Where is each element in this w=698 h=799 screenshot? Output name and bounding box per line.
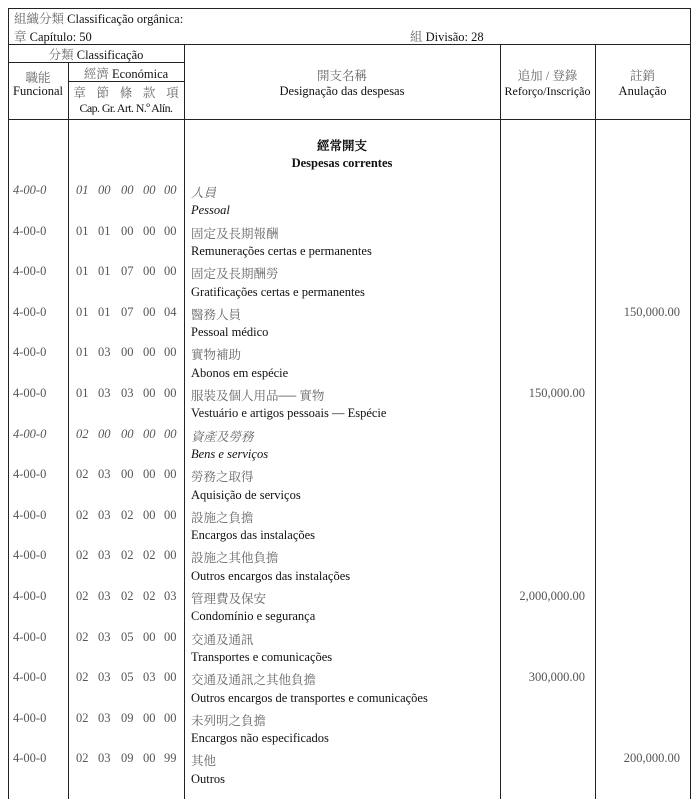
designation-pt: Designação das despesas (279, 84, 405, 98)
alin-zh: 項 (166, 86, 179, 100)
functional-code: 4-00-0 (13, 710, 47, 725)
economic-code: 03 (98, 589, 111, 603)
col-divider-3 (500, 44, 501, 799)
designation-pt: Transportes e comunicações (191, 649, 333, 664)
reinforcement-zh: 追加 / 登錄 (517, 69, 578, 83)
annulment-amount: 150,000.00 (623, 304, 680, 319)
economic-code: 09 (121, 751, 134, 766)
economic-code: 02 (121, 589, 134, 603)
designation-pt: Condomínio e segurança (191, 609, 316, 624)
functional-code: 4-00-0 (13, 426, 47, 441)
economic-code: 00 (164, 710, 177, 725)
economic-code: 00 (164, 426, 177, 441)
functional-pt: Funcional (13, 84, 63, 98)
col-divider-4 (595, 44, 596, 799)
designation-zh: 固定及長期酬勞 (191, 267, 279, 282)
functional-zh: 職能 (25, 71, 51, 85)
designation-pt: Gratificações certas e permanentes (191, 284, 365, 299)
economic-sub-zh (68, 83, 184, 101)
reinforcement-amount: 150,000.00 (528, 386, 585, 400)
economic-code: 03 (98, 507, 111, 522)
functional-code: 4-00-0 (13, 548, 47, 563)
organic-classification (14, 9, 183, 27)
economic-code: 03 (98, 629, 111, 644)
economic-code: 00 (143, 751, 156, 766)
designation-zh: 固定及長期報酬 (191, 226, 279, 241)
functional-code: 4-00-0 (13, 629, 47, 644)
economic-code: 03 (164, 589, 177, 603)
designation-pt: Vestuário e artigos pessoais — Espécie (191, 406, 387, 421)
economic-code: 02 (76, 589, 89, 603)
economic-code: 05 (121, 670, 134, 685)
economic-code: 07 (121, 304, 134, 319)
designation-zh: 未列明之負擔 (191, 713, 267, 728)
designation-zh: 勞務之取得 (191, 470, 254, 485)
division-pt: Divisão: 28 (425, 30, 484, 44)
designation-zh: 實物補助 (191, 348, 242, 363)
section-title-pt: Despesas correntes (291, 156, 393, 170)
annulment-amount: 200,000.00 (623, 751, 680, 766)
annulment-pt: Anulação (618, 84, 667, 98)
economic-sub-pt: Cap. Gr. Art. N.º Alín. (79, 101, 173, 115)
division-zh: 組 (410, 30, 423, 44)
functional-code: 4-00-0 (13, 467, 47, 482)
reinforcement-pt: Reforço/Inscrição (504, 84, 591, 98)
section-title-zh: 經常開支 (316, 139, 367, 153)
designation-zh: 開支名稱 (316, 69, 367, 83)
designation-pt: Remunerações certas e permanentes (191, 243, 372, 258)
economic-code: 07 (121, 264, 134, 279)
economic-code: 00 (164, 386, 177, 400)
functional-code: 4-00-0 (13, 304, 47, 319)
designation-pt: Aquisição de serviços (191, 487, 301, 502)
economic-zh: 經濟 (83, 67, 109, 81)
functional-code: 4-00-0 (13, 345, 47, 360)
table-border-left (8, 8, 9, 799)
economic-code: 01 (76, 183, 89, 197)
gr-zh: 節 (96, 86, 110, 100)
functional-code: 4-00-0 (13, 183, 47, 197)
economic-code: 00 (121, 223, 134, 238)
org-zh: 組織分類 (14, 12, 65, 26)
economic-code: 03 (98, 751, 111, 766)
economic-code: 02 (143, 589, 156, 603)
designation-pt: Abonos em espécie (191, 365, 289, 380)
economic-code: 99 (164, 751, 177, 766)
designation-zh: 其他 (191, 754, 217, 769)
economic-code: 01 (76, 264, 89, 279)
economic-code: 02 (143, 548, 156, 563)
designation-zh: 管理費及保安 (191, 592, 267, 606)
economic-code: 02 (76, 710, 89, 725)
functional-code: 4-00-0 (13, 670, 47, 685)
org-pt: Classificação orgânica: (67, 12, 184, 26)
economic-code: 03 (98, 467, 111, 482)
economic-code: 00 (143, 629, 156, 644)
designation-pt: Outros encargos de transportes e comunicações (191, 690, 428, 705)
designation-zh: 交通及通訊 (191, 632, 254, 647)
classification-pt: Classificação (76, 48, 144, 62)
designation-pt: Pessoal médico (191, 325, 269, 340)
annulment-zh: 註銷 (629, 69, 655, 83)
economic-code: 02 (76, 507, 89, 522)
economic-code: 00 (121, 426, 134, 441)
chapter-pt: Capítulo: 50 (29, 30, 92, 44)
designation-pt: Pessoal (191, 203, 230, 218)
economic-code: 02 (76, 670, 89, 685)
economic-code: 01 (76, 304, 89, 319)
economic-code: 00 (143, 426, 156, 441)
functional-code: 4-00-0 (13, 589, 47, 603)
col-divider-1 (68, 62, 69, 799)
economic-code: 03 (98, 670, 111, 685)
economic-code: 02 (121, 507, 134, 522)
economic-code: 02 (121, 548, 134, 563)
designation-zh: 交通及通訊之其他負擔 (191, 673, 317, 688)
economic-code: 00 (164, 264, 177, 279)
economic-code: 00 (98, 426, 111, 441)
economic-code: 03 (121, 386, 134, 400)
economic-code: 02 (76, 426, 89, 441)
economic-code: 01 (98, 264, 111, 279)
economic-code: 00 (164, 670, 177, 685)
economic-code: 00 (143, 345, 156, 360)
functional-code: 4-00-0 (13, 386, 47, 400)
functional-code: 4-00-0 (13, 264, 47, 279)
art-zh: 條 (119, 86, 133, 100)
economic-code: 03 (98, 386, 111, 400)
economic-code: 00 (98, 183, 111, 197)
designation-zh: 設施之其他負擔 (191, 551, 279, 566)
header-bottom (8, 119, 691, 120)
designation-zh: 設施之負擔 (191, 510, 254, 525)
chapter-zh: 章 (14, 30, 27, 44)
economic-code: 00 (143, 507, 156, 522)
economic-code: 02 (76, 467, 89, 482)
economic-code: 00 (143, 264, 156, 279)
designation-zh: 醫務人員 (191, 307, 242, 322)
functional-code: 4-00-0 (13, 223, 47, 238)
designation-zh: 資產及勞務 (191, 429, 254, 444)
economic-code: 03 (98, 710, 111, 725)
designation-pt: Bens e serviços (191, 446, 269, 461)
designation-pt: Encargos não especificados (191, 731, 329, 746)
economic-code: 00 (121, 183, 134, 197)
economic-code: 01 (98, 304, 111, 319)
functional-code: 4-00-0 (13, 507, 47, 522)
cap-zh: 章 (73, 86, 86, 100)
economic-code: 00 (164, 467, 177, 482)
economic-code: 03 (143, 670, 156, 685)
reinforcement-amount: 300,000.00 (528, 670, 585, 685)
economic-code: 00 (143, 386, 156, 400)
economic-code: 00 (164, 507, 177, 522)
economic-code: 00 (164, 345, 177, 360)
classification-header (8, 45, 184, 63)
designation-pt: Outros (191, 771, 226, 786)
economic-code: 00 (121, 467, 134, 482)
economic-code: 02 (76, 629, 89, 644)
economic-code: 00 (143, 223, 156, 238)
economic-code: 00 (143, 467, 156, 482)
economic-code: 01 (76, 223, 89, 238)
designation-zh: 人員 (191, 186, 217, 200)
chapter (14, 27, 92, 45)
reinforcement-amount: 2,000,000.00 (519, 589, 585, 603)
economic-pt: Económica (111, 67, 169, 81)
designation-pt: Outros encargos das instalações (191, 568, 351, 583)
designation-zh: 服裝及個人用品── 實物 (191, 389, 325, 403)
economic-header (68, 64, 184, 82)
n-zh: 款 (142, 86, 156, 100)
economic-code: 02 (76, 751, 89, 766)
economic-code: 01 (76, 345, 89, 360)
economic-code: 01 (76, 386, 89, 400)
economic-code: 03 (98, 548, 111, 563)
economic-code: 00 (143, 183, 156, 197)
classification-zh: 分類 (48, 48, 74, 62)
economic-code: 01 (98, 223, 111, 238)
division (410, 27, 484, 45)
functional-code: 4-00-0 (13, 751, 47, 766)
economic-code: 00 (164, 629, 177, 644)
table-border-right (690, 8, 691, 799)
economic-code: 05 (121, 629, 134, 644)
economic-code: 09 (121, 710, 134, 725)
economic-code: 00 (164, 183, 177, 197)
economic-code: 00 (164, 223, 177, 238)
economic-code: 02 (76, 548, 89, 563)
economic-code: 00 (164, 548, 177, 563)
economic-code: 04 (164, 304, 177, 319)
economic-code: 00 (121, 345, 134, 360)
economic-code: 00 (143, 304, 156, 319)
designation-pt: Encargos das instalações (191, 528, 316, 543)
economic-code: 03 (98, 345, 111, 360)
economic-code: 00 (143, 710, 156, 725)
